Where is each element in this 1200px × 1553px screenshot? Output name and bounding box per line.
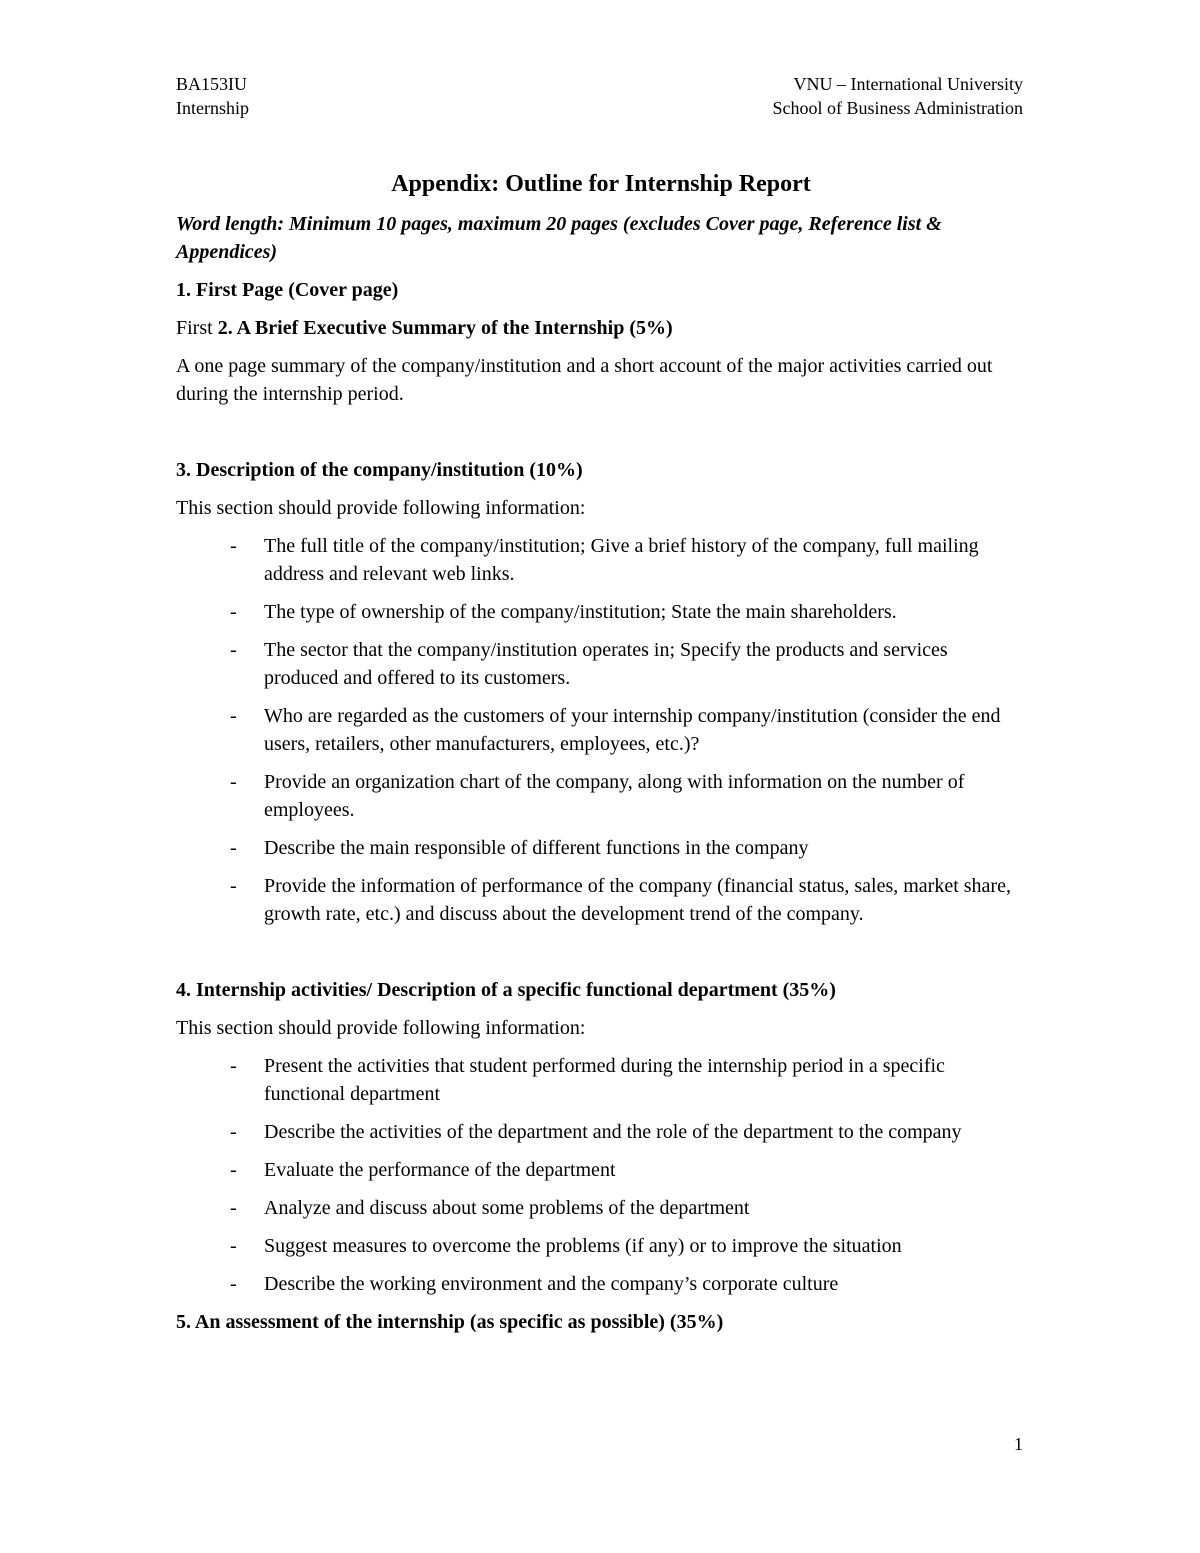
section-4-list bbox=[176, 1052, 1026, 1298]
document-body bbox=[176, 168, 1026, 1346]
list-item: - Provide an organization chart of the company, along with information on the number of employees. bbox=[176, 768, 1026, 824]
section-2-heading-line bbox=[176, 314, 1026, 342]
header-left bbox=[176, 72, 249, 120]
section-2-heading: 2. A Brief Executive Summary of the Internship (5%) bbox=[217, 317, 673, 339]
list-item: - Provide the information of performance of the company (financial status, sales, market share, growth rate, etc.) and discuss about the development trend of the company. bbox=[176, 872, 1026, 928]
section-3-intro: This section should provide following information: bbox=[176, 497, 586, 519]
list-item: - Suggest measures to overcome the problems (if any) or to improve the situation bbox=[176, 1232, 1026, 1260]
section-5-heading: 5. An assessment of the internship (as specific as possible) (35%) bbox=[176, 1311, 724, 1333]
section-3-list bbox=[176, 532, 1026, 928]
header-right bbox=[772, 72, 1023, 120]
course-name: Internship bbox=[176, 98, 249, 118]
list-item: - Evaluate the performance of the department bbox=[176, 1156, 1026, 1184]
list-item: - Describe the working environment and the company’s corporate culture bbox=[176, 1270, 1026, 1298]
section-2-body: A one page summary of the company/institution and a short account of the major activities carried out during the internship period. bbox=[176, 355, 993, 405]
section-2-prefix: First bbox=[176, 317, 218, 339]
course-code: BA153IU bbox=[176, 74, 247, 94]
list-item: - Describe the main responsible of different functions in the company bbox=[176, 834, 1026, 862]
section-4-heading: 4. Internship activities/ Description of a specific functional department (35%) bbox=[176, 979, 836, 1001]
page-title: Appendix: Outline for Internship Report bbox=[391, 171, 811, 197]
list-item: - The sector that the company/institution operates in; Specify the products and services produced and offered to its customers. bbox=[176, 636, 1026, 692]
section-4-intro: This section should provide following information: bbox=[176, 1017, 586, 1039]
list-item: - Present the activities that student performed during the internship period in a specific functional department bbox=[176, 1052, 1026, 1108]
spacer bbox=[176, 938, 1026, 976]
spacer bbox=[176, 418, 1026, 456]
list-item: - The type of ownership of the company/institution; State the main shareholders. bbox=[176, 598, 1026, 626]
list-item: - Who are regarded as the customers of your internship company/institution (consider the end users, retailers, other manufacturers, employees, etc.)? bbox=[176, 702, 1026, 758]
school-name: School of Business Administration bbox=[772, 98, 1023, 118]
list-item: - Describe the activities of the department and the role of the department to the company bbox=[176, 1118, 1026, 1146]
word-length-note: Word length: Minimum 10 pages, maximum 20 pages (excludes Cover page, Reference list & Appendices) bbox=[176, 213, 942, 263]
list-item: - Analyze and discuss about some problems of the department bbox=[176, 1194, 1026, 1222]
university-name: VNU – International University bbox=[793, 74, 1023, 94]
list-item: - The full title of the company/institution; Give a brief history of the company, full mailing address and relevant web links. bbox=[176, 532, 1026, 588]
section-1-heading: 1. First Page (Cover page) bbox=[176, 279, 399, 301]
section-3-heading: 3. Description of the company/institution (10%) bbox=[176, 459, 583, 481]
page-number: 1 bbox=[1014, 1434, 1023, 1454]
